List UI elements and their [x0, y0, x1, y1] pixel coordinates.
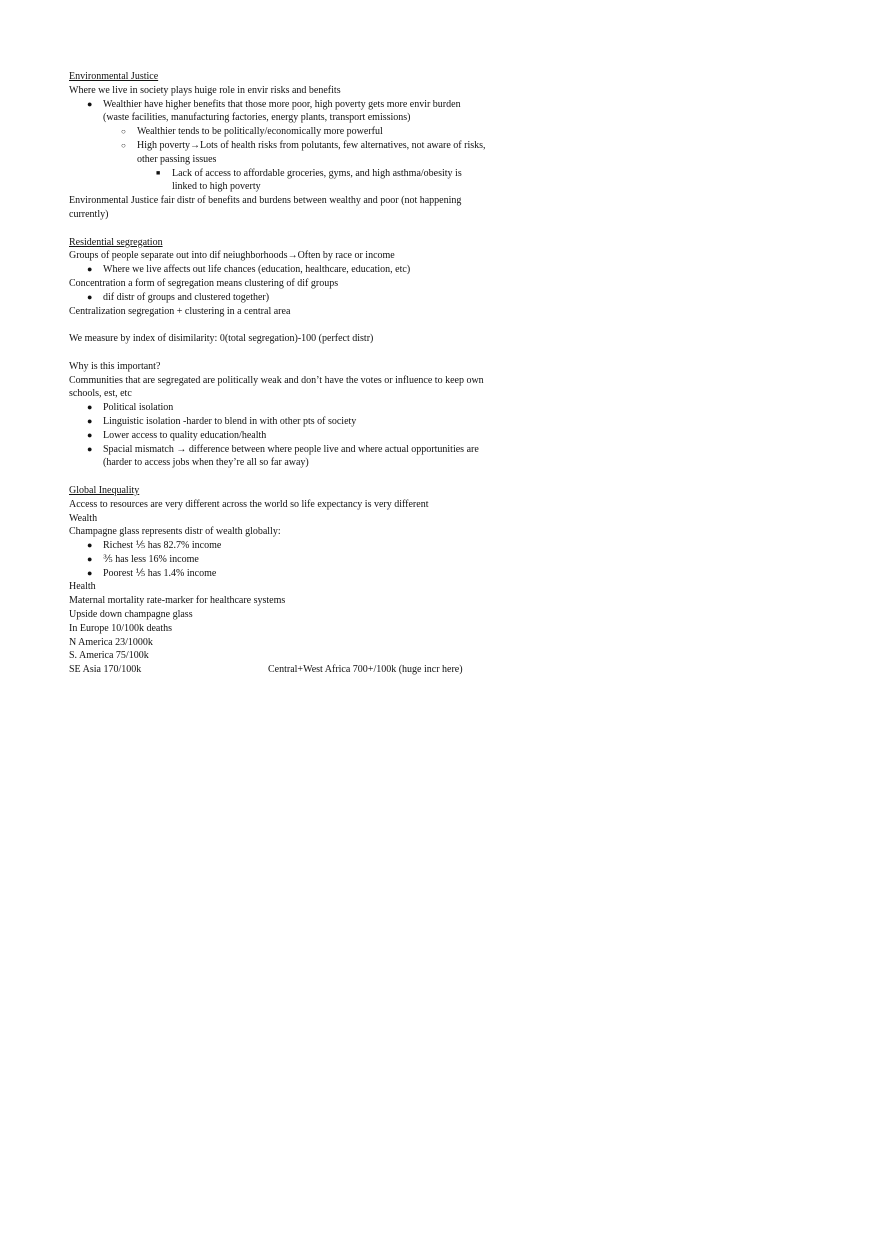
spacer [69, 222, 489, 236]
list-item: ● Richest ⅕ has 82.7% income [87, 540, 222, 552]
res-subheading: Why is this important? [69, 360, 161, 372]
list-item: ● ⅗ has less 16% income [87, 553, 199, 565]
res-bullets-1 [69, 263, 489, 277]
global-subheading-health: Health [69, 581, 96, 593]
list-item: ○ Wealthier tends to be politically/economically more powerful [121, 126, 383, 138]
spacer [69, 470, 489, 484]
section-heading-residential-segregation: Residential segregation [69, 236, 163, 248]
list-item: ■ Lack of access to affordable groceries, gyms, and high asthma/obesity is linked to high poverty [156, 167, 462, 193]
wealth-bullets [69, 539, 489, 580]
res-paragraph: Concentration a form of segregation means clustering of dif groups [69, 277, 339, 289]
env-definition: Environmental Justice fair distr of benefits and burdens between wealthy and poor (not happening currently) [69, 195, 462, 220]
global-subheading-wealth: Wealth [69, 512, 98, 524]
list-item: ● dif distr of groups and clustered together) [87, 291, 270, 303]
bullet-circle-icon: ○ [121, 140, 126, 150]
res-bullets-3 [69, 401, 489, 470]
list-item: ● Where we live affects out life chances (education, healthcare, education, etc) [87, 264, 411, 276]
env-bullets [69, 98, 489, 195]
section-heading-environmental-justice: Environmental Justice [69, 71, 159, 82]
bullet-disc-icon: ● [87, 553, 93, 564]
health-line: Central+West Africa 700+/100k (huge incr here) [268, 664, 463, 676]
res-paragraph: Communities that are segregated are politically weak and don’t have the votes or influence to keep own schools, est, etc [69, 374, 484, 400]
list-item: ● Poorest ⅕ has 1.4% income [87, 567, 217, 579]
spacer [69, 318, 489, 332]
bullet-square-icon: ■ [156, 168, 161, 177]
health-line: N America 23/1000k [69, 636, 153, 648]
section-heading-global-inequality: Global Inequality [69, 484, 140, 496]
bullet-disc-icon: ● [87, 402, 93, 413]
res-paragraph: We measure by index of disimilarity: 0(total segregation)-100 (perfect distr) [69, 333, 374, 345]
health-line: Upside down champagne glass [69, 609, 193, 621]
bullet-disc-icon: ● [87, 415, 93, 426]
bullet-disc-icon: ● [87, 540, 93, 551]
res-paragraph: Groups of people separate out into dif neiughborhoods→Often by race or income [69, 250, 395, 262]
bullet-disc-icon: ● [87, 429, 93, 440]
global-paragraph: Champagne glass represents distr of wealth globally: [69, 526, 281, 538]
bullet-disc-icon: ● [87, 443, 93, 454]
list-item: ● Lower access to quality education/health [87, 429, 267, 441]
global-paragraph: Access to resources are very different across the world so life expectancy is very different [69, 498, 429, 510]
res-bullets-2 [69, 291, 489, 305]
list-item: ● Spacial mismatch → difference between where people live and where actual opportunities are (harder to access jobs when they’re all so far away) [87, 443, 479, 469]
env-intro: Where we live in society plays huige role in envir risks and benefits [69, 84, 341, 96]
list-item: ○ High poverty→Lots of health risks from polutants, few alternatives, not aware of risks, other passing issues [121, 139, 486, 165]
health-line: In Europe 10/100k deaths [69, 622, 173, 634]
health-row [69, 663, 489, 677]
bullet-circle-icon: ○ [121, 127, 126, 137]
health-line: Maternal mortality rate-marker for healthcare systems [69, 595, 286, 607]
notes-body [69, 70, 489, 677]
health-line: SE Asia 170/100k [69, 664, 142, 676]
bullet-disc-icon: ● [87, 98, 93, 109]
list-item: ● Wealthier have higher benefits that those more poor, high poverty gets more envir burden (waste facilities, manufacturing factories, energy plants, transport emissions) [87, 98, 461, 124]
bullet-disc-icon: ● [87, 264, 93, 275]
bullet-disc-icon: ● [87, 567, 93, 578]
list-item: ● Political isolation [87, 402, 174, 414]
list-item: ● Linguistic isolation -harder to blend in with other pts of society [87, 415, 357, 427]
spacer [69, 346, 489, 360]
health-line: S. America 75/100k [69, 650, 149, 662]
bullet-disc-icon: ● [87, 291, 93, 302]
res-paragraph: Centralization segregation + clustering in a central area [69, 305, 291, 317]
